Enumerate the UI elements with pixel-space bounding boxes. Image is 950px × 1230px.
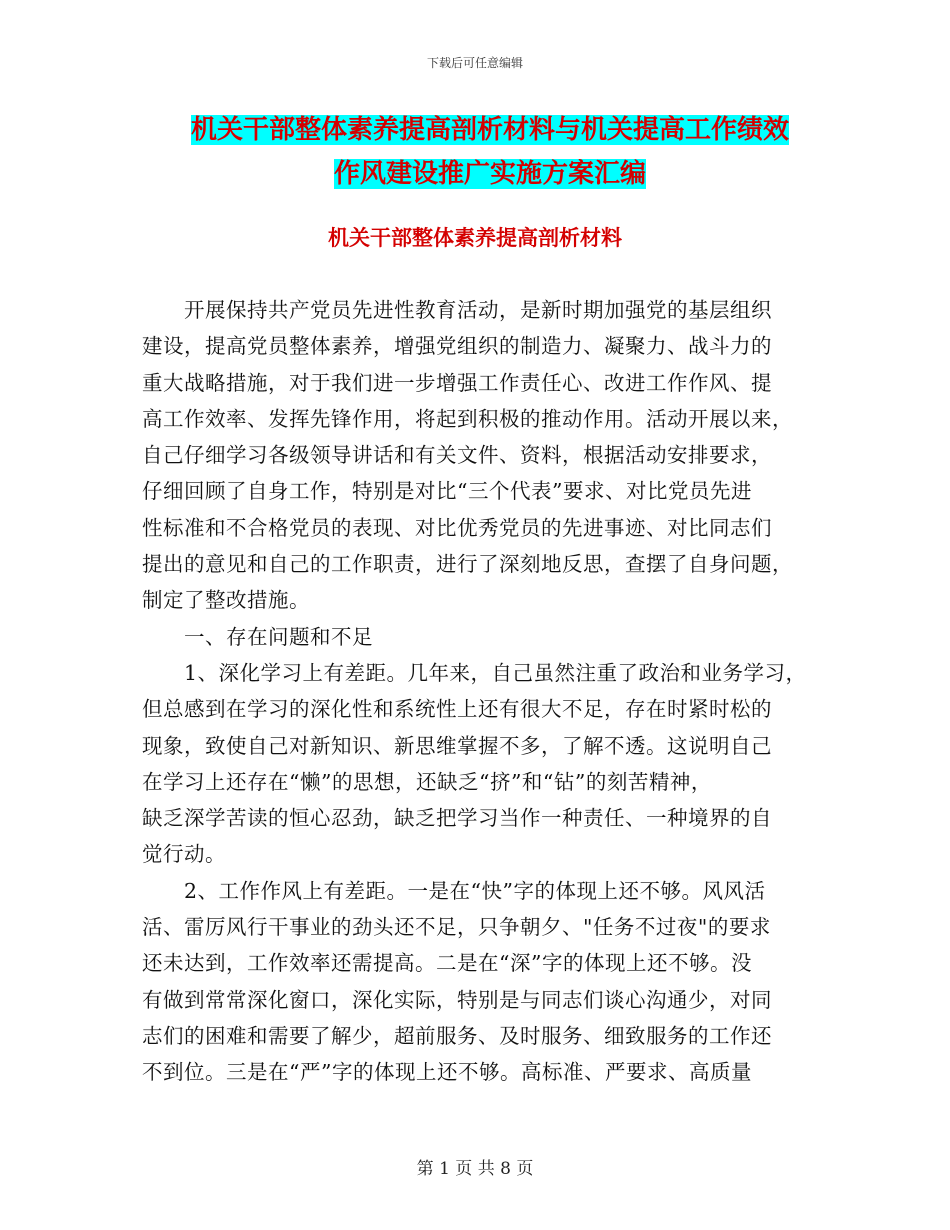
paragraph-line: 觉行动。 (142, 842, 226, 867)
paragraph-line: 还未达到，工作效率还需提高。二是在“深”字的体现上还不够。没 (142, 951, 752, 976)
paragraph-line: 建设，提高党员整体素养，增强党组织的制造力、凝聚力、战斗力的 (142, 334, 772, 359)
paragraph-line: 现象，致使自己对新知识、新思维掌握不多，了解不透。这说明自己 (142, 733, 772, 758)
page-footer: 第 1 页 共 8 页 (416, 1159, 534, 1179)
section-title: 机关干部整体素养提高剖析材料 (328, 226, 622, 250)
paragraph-line: 仔细回顾了自身工作，特别是对比“三个代表”要求、对比党员先进 (142, 479, 752, 504)
document-title (140, 108, 840, 196)
paragraph-line: 自己仔细学习各级领导讲话和有关文件、资料，根据活动安排要求， (142, 443, 772, 468)
paragraph-line: 性标准和不合格党员的表现、对比优秀党员的先进事迹、对比同志们 (142, 515, 772, 540)
paragraph-line: 有做到常常深化窗口，深化实际，特别是与同志们谈心沟通少，对同 (142, 987, 772, 1012)
paragraph-line: 高工作效率、发挥先锋作用，将起到积极的推动作用。活动开展以来， (142, 406, 793, 431)
paragraph-line: 但总感到在学习的深化性和系统性上还有很大不足，存在时紧时松的 (142, 697, 772, 722)
body-text (142, 292, 810, 1091)
title-line-2: 作风建设推广实施方案汇编 (333, 159, 646, 189)
paragraph-line: 活、雷厉风行干事业的劲头还不足，只争朝夕、"任务不过夜"的要求 (142, 915, 771, 940)
paragraph-line: 不到位。三是在“严”字的体现上还不够。高标准、严要求、高质量 (142, 1060, 752, 1085)
paragraph-line: 提出的意见和自己的工作职责，进行了深刻地反思，查摆了自身问题， (142, 552, 793, 577)
paragraph-line: 重大战略措施，对于我们进一步增强工作责任心、改进工作作风、提 (142, 370, 772, 395)
paragraph-line: 1、深化学习上有差距。几年来，自己虽然注重了政治和业务学习， (184, 660, 807, 685)
paragraph-line: 2、工作作风上有差距。一是在“快”字的体现上还不够。风风活 (184, 878, 766, 903)
section-heading: 一、存在问题和不足 (184, 624, 373, 649)
paragraph-line: 在学习上还存在“懒”的思想，还缺乏“挤”和“钻”的刻苦精神， (142, 769, 712, 794)
paragraph-line: 志们的困难和需要了解少，超前服务、及时服务、细致服务的工作还 (142, 1023, 772, 1048)
paragraph-line: 缺乏深学苦读的恒心忍劲，缺乏把学习当作一种责任、一种境界的自 (142, 806, 772, 831)
paragraph-line: 制定了整改措施。 (142, 588, 310, 613)
header-note: 下载后可任意编辑 (426, 56, 523, 70)
paragraph-line: 开展保持共产党员先进性教育活动，是新时期加强党的基层组织 (184, 298, 772, 322)
title-line-1: 机关干部整体素养提高剖析材料与机关提高工作绩效 (190, 115, 789, 145)
